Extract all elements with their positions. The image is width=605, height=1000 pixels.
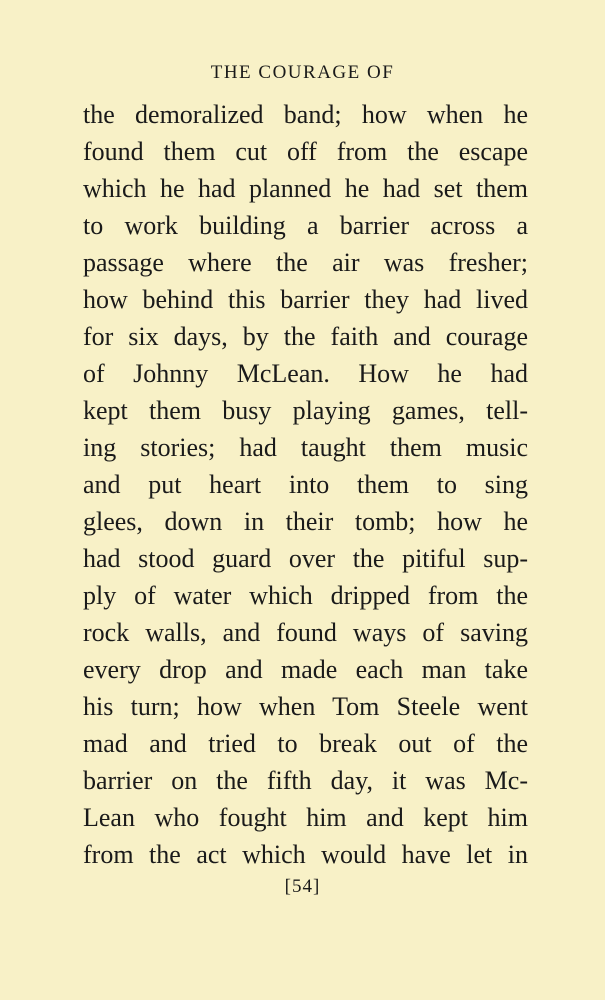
text-line: mad and tried to break out of the xyxy=(83,729,528,758)
text-line: of Johnny McLean. How he had xyxy=(83,359,528,388)
text-line: passage where the air was fresher; xyxy=(83,248,528,277)
text-line: barrier on the fifth day, it was Mc- xyxy=(83,766,528,795)
text-line: glees, down in their tomb; how he xyxy=(83,507,528,536)
text-line: to work building a barrier across a xyxy=(83,211,528,240)
text-line: how behind this barrier they had lived xyxy=(83,285,528,314)
page-number: [54] xyxy=(284,876,321,897)
text-line: the demoralized band; how when he xyxy=(83,100,528,129)
text-line: from the act which would have let in xyxy=(83,840,528,869)
running-head: THE COURAGE OF xyxy=(210,62,395,83)
text-line: had stood guard over the pitiful sup- xyxy=(83,544,528,573)
text-line: ply of water which dripped from the xyxy=(83,581,528,610)
text-line: his turn; how when Tom Steele went xyxy=(83,692,528,721)
text-line: which he had planned he had set them xyxy=(83,174,528,203)
body-text xyxy=(83,96,528,873)
text-line: found them cut off from the escape xyxy=(83,137,528,166)
text-line: Lean who fought him and kept him xyxy=(83,803,528,832)
text-line: and put heart into them to sing xyxy=(83,470,528,499)
text-line: rock walls, and found ways of saving xyxy=(83,618,528,647)
text-line: kept them busy playing games, tell- xyxy=(83,396,528,425)
text-line: ing stories; had taught them music xyxy=(83,433,528,462)
text-line: every drop and made each man take xyxy=(83,655,528,684)
text-line: for six days, by the faith and courage xyxy=(83,322,528,351)
